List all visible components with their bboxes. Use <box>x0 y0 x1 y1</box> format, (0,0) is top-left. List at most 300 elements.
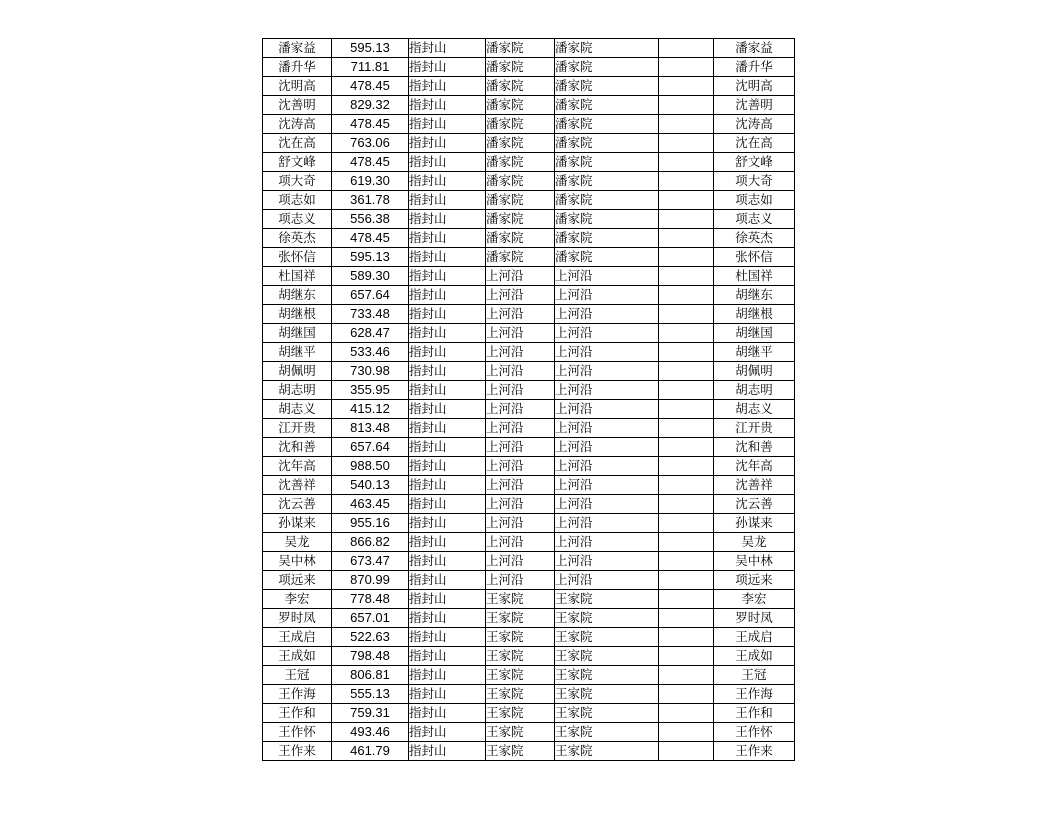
name-cell: 舒文峰 <box>263 153 332 172</box>
amount-cell: 813.48 <box>332 419 409 438</box>
amount-cell: 778.48 <box>332 590 409 609</box>
table-row <box>263 229 795 248</box>
township-cell: 指封山 <box>409 647 486 666</box>
name-cell: 王作海 <box>263 685 332 704</box>
name-cell: 张怀信 <box>263 248 332 267</box>
name-cell: 沈明高 <box>263 77 332 96</box>
signature-name-cell: 王成如 <box>714 647 795 666</box>
blank-cell <box>659 704 714 723</box>
blank-cell <box>659 39 714 58</box>
blank-cell <box>659 191 714 210</box>
blank-cell <box>659 172 714 191</box>
blank-cell <box>659 343 714 362</box>
blank-cell <box>659 153 714 172</box>
township-cell: 指封山 <box>409 381 486 400</box>
table-row <box>263 552 795 571</box>
group-cell: 上河沿 <box>555 495 659 514</box>
name-cell: 王成启 <box>263 628 332 647</box>
signature-name-cell: 罗时凤 <box>714 609 795 628</box>
amount-cell: 829.32 <box>332 96 409 115</box>
name-cell: 王作怀 <box>263 723 332 742</box>
blank-cell <box>659 552 714 571</box>
blank-cell <box>659 628 714 647</box>
group-cell: 上河沿 <box>555 571 659 590</box>
group-cell: 潘家院 <box>555 115 659 134</box>
amount-cell: 763.06 <box>332 134 409 153</box>
village-cell: 王家院 <box>486 723 555 742</box>
signature-name-cell: 沈善祥 <box>714 476 795 495</box>
township-cell: 指封山 <box>409 438 486 457</box>
village-cell: 上河沿 <box>486 476 555 495</box>
table-row <box>263 533 795 552</box>
group-cell: 王家院 <box>555 666 659 685</box>
table-row <box>263 609 795 628</box>
township-cell: 指封山 <box>409 457 486 476</box>
table-row <box>263 362 795 381</box>
name-cell: 项远来 <box>263 571 332 590</box>
blank-cell <box>659 495 714 514</box>
name-cell: 沈在高 <box>263 134 332 153</box>
village-cell: 上河沿 <box>486 324 555 343</box>
name-cell: 胡继根 <box>263 305 332 324</box>
amount-cell: 533.46 <box>332 343 409 362</box>
blank-cell <box>659 286 714 305</box>
amount-cell: 522.63 <box>332 628 409 647</box>
village-cell: 潘家院 <box>486 115 555 134</box>
amount-cell: 355.95 <box>332 381 409 400</box>
table-row <box>263 590 795 609</box>
township-cell: 指封山 <box>409 685 486 704</box>
table-row <box>263 58 795 77</box>
group-cell: 潘家院 <box>555 191 659 210</box>
village-cell: 上河沿 <box>486 305 555 324</box>
village-cell: 上河沿 <box>486 419 555 438</box>
group-cell: 王家院 <box>555 647 659 666</box>
township-cell: 指封山 <box>409 362 486 381</box>
table-row <box>263 438 795 457</box>
name-cell: 王冠 <box>263 666 332 685</box>
amount-cell: 733.48 <box>332 305 409 324</box>
township-cell: 指封山 <box>409 552 486 571</box>
signature-name-cell: 胡继东 <box>714 286 795 305</box>
village-cell: 王家院 <box>486 590 555 609</box>
signature-name-cell: 吴中林 <box>714 552 795 571</box>
blank-cell <box>659 305 714 324</box>
signature-name-cell: 沈云善 <box>714 495 795 514</box>
blank-cell <box>659 115 714 134</box>
village-cell: 潘家院 <box>486 58 555 77</box>
table-body <box>263 39 795 761</box>
township-cell: 指封山 <box>409 514 486 533</box>
township-cell: 指封山 <box>409 419 486 438</box>
blank-cell <box>659 134 714 153</box>
amount-cell: 955.16 <box>332 514 409 533</box>
village-cell: 上河沿 <box>486 343 555 362</box>
township-cell: 指封山 <box>409 476 486 495</box>
township-cell: 指封山 <box>409 343 486 362</box>
township-cell: 指封山 <box>409 571 486 590</box>
signature-name-cell: 沈和善 <box>714 438 795 457</box>
village-cell: 上河沿 <box>486 571 555 590</box>
table-row <box>263 723 795 742</box>
township-cell: 指封山 <box>409 286 486 305</box>
blank-cell <box>659 324 714 343</box>
table-row <box>263 704 795 723</box>
township-cell: 指封山 <box>409 267 486 286</box>
amount-cell: 493.46 <box>332 723 409 742</box>
township-cell: 指封山 <box>409 153 486 172</box>
table-row <box>263 457 795 476</box>
signature-name-cell: 项大奇 <box>714 172 795 191</box>
blank-cell <box>659 723 714 742</box>
amount-cell: 595.13 <box>332 39 409 58</box>
signature-name-cell: 王作怀 <box>714 723 795 742</box>
name-cell: 江开贵 <box>263 419 332 438</box>
township-cell: 指封山 <box>409 96 486 115</box>
signature-name-cell: 王冠 <box>714 666 795 685</box>
group-cell: 潘家院 <box>555 77 659 96</box>
village-cell: 潘家院 <box>486 39 555 58</box>
township-cell: 指封山 <box>409 742 486 761</box>
amount-cell: 806.81 <box>332 666 409 685</box>
group-cell: 王家院 <box>555 590 659 609</box>
signature-name-cell: 王作海 <box>714 685 795 704</box>
amount-cell: 555.13 <box>332 685 409 704</box>
village-cell: 上河沿 <box>486 267 555 286</box>
name-cell: 胡志义 <box>263 400 332 419</box>
blank-cell <box>659 58 714 77</box>
blank-cell <box>659 742 714 761</box>
township-cell: 指封山 <box>409 609 486 628</box>
signature-name-cell: 沈明高 <box>714 77 795 96</box>
village-cell: 上河沿 <box>486 381 555 400</box>
table-row <box>263 514 795 533</box>
amount-cell: 657.64 <box>332 286 409 305</box>
amount-cell: 478.45 <box>332 77 409 96</box>
township-cell: 指封山 <box>409 666 486 685</box>
village-cell: 上河沿 <box>486 400 555 419</box>
group-cell: 上河沿 <box>555 552 659 571</box>
signature-name-cell: 李宏 <box>714 590 795 609</box>
table-row <box>263 267 795 286</box>
group-cell: 潘家院 <box>555 39 659 58</box>
amount-cell: 463.45 <box>332 495 409 514</box>
blank-cell <box>659 647 714 666</box>
blank-cell <box>659 229 714 248</box>
signature-name-cell: 胡佩明 <box>714 362 795 381</box>
township-cell: 指封山 <box>409 400 486 419</box>
township-cell: 指封山 <box>409 704 486 723</box>
group-cell: 潘家院 <box>555 172 659 191</box>
township-cell: 指封山 <box>409 590 486 609</box>
signature-name-cell: 徐英杰 <box>714 229 795 248</box>
signature-name-cell: 胡继国 <box>714 324 795 343</box>
village-cell: 潘家院 <box>486 229 555 248</box>
amount-cell: 657.64 <box>332 438 409 457</box>
village-cell: 王家院 <box>486 628 555 647</box>
township-cell: 指封山 <box>409 134 486 153</box>
table-row <box>263 324 795 343</box>
name-cell: 沈涛高 <box>263 115 332 134</box>
village-cell: 上河沿 <box>486 362 555 381</box>
signature-name-cell: 胡志义 <box>714 400 795 419</box>
group-cell: 上河沿 <box>555 514 659 533</box>
township-cell: 指封山 <box>409 115 486 134</box>
blank-cell <box>659 438 714 457</box>
township-cell: 指封山 <box>409 191 486 210</box>
name-cell: 项志义 <box>263 210 332 229</box>
name-cell: 王成如 <box>263 647 332 666</box>
table-row <box>263 742 795 761</box>
name-cell: 胡佩明 <box>263 362 332 381</box>
name-cell: 潘升华 <box>263 58 332 77</box>
table-row <box>263 647 795 666</box>
name-cell: 沈善明 <box>263 96 332 115</box>
table-row <box>263 153 795 172</box>
table-row <box>263 172 795 191</box>
table-row <box>263 666 795 685</box>
township-cell: 指封山 <box>409 172 486 191</box>
group-cell: 上河沿 <box>555 419 659 438</box>
signature-name-cell: 张怀信 <box>714 248 795 267</box>
table-row <box>263 286 795 305</box>
table-row <box>263 39 795 58</box>
amount-cell: 461.79 <box>332 742 409 761</box>
signature-name-cell: 潘升华 <box>714 58 795 77</box>
group-cell: 潘家院 <box>555 229 659 248</box>
township-cell: 指封山 <box>409 533 486 552</box>
table-row <box>263 476 795 495</box>
group-cell: 潘家院 <box>555 153 659 172</box>
amount-cell: 478.45 <box>332 115 409 134</box>
table-row <box>263 571 795 590</box>
name-cell: 吴龙 <box>263 533 332 552</box>
township-cell: 指封山 <box>409 248 486 267</box>
blank-cell <box>659 571 714 590</box>
village-cell: 潘家院 <box>486 191 555 210</box>
township-cell: 指封山 <box>409 77 486 96</box>
group-cell: 上河沿 <box>555 286 659 305</box>
township-cell: 指封山 <box>409 324 486 343</box>
signature-name-cell: 王作和 <box>714 704 795 723</box>
amount-cell: 866.82 <box>332 533 409 552</box>
village-cell: 潘家院 <box>486 134 555 153</box>
name-cell: 吴中林 <box>263 552 332 571</box>
blank-cell <box>659 685 714 704</box>
township-cell: 指封山 <box>409 628 486 647</box>
village-cell: 上河沿 <box>486 552 555 571</box>
group-cell: 上河沿 <box>555 267 659 286</box>
signature-name-cell: 项志义 <box>714 210 795 229</box>
table-row <box>263 419 795 438</box>
name-cell: 王作和 <box>263 704 332 723</box>
group-cell: 上河沿 <box>555 343 659 362</box>
group-cell: 上河沿 <box>555 476 659 495</box>
village-cell: 潘家院 <box>486 172 555 191</box>
blank-cell <box>659 666 714 685</box>
village-cell: 潘家院 <box>486 248 555 267</box>
group-cell: 王家院 <box>555 742 659 761</box>
table-row <box>263 305 795 324</box>
blank-cell <box>659 77 714 96</box>
name-cell: 杜国祥 <box>263 267 332 286</box>
group-cell: 上河沿 <box>555 305 659 324</box>
signature-name-cell: 沈善明 <box>714 96 795 115</box>
blank-cell <box>659 248 714 267</box>
blank-cell <box>659 400 714 419</box>
village-cell: 上河沿 <box>486 457 555 476</box>
village-cell: 上河沿 <box>486 514 555 533</box>
village-cell: 上河沿 <box>486 495 555 514</box>
township-cell: 指封山 <box>409 39 486 58</box>
township-cell: 指封山 <box>409 495 486 514</box>
name-cell: 沈和善 <box>263 438 332 457</box>
group-cell: 上河沿 <box>555 362 659 381</box>
amount-cell: 628.47 <box>332 324 409 343</box>
table-row <box>263 77 795 96</box>
amount-cell: 730.98 <box>332 362 409 381</box>
signature-name-cell: 吴龙 <box>714 533 795 552</box>
blank-cell <box>659 609 714 628</box>
amount-cell: 589.30 <box>332 267 409 286</box>
group-cell: 王家院 <box>555 609 659 628</box>
blank-cell <box>659 381 714 400</box>
group-cell: 潘家院 <box>555 210 659 229</box>
amount-cell: 988.50 <box>332 457 409 476</box>
signature-name-cell: 孙谋来 <box>714 514 795 533</box>
group-cell: 上河沿 <box>555 381 659 400</box>
name-cell: 胡继国 <box>263 324 332 343</box>
table-row <box>263 343 795 362</box>
amount-cell: 673.47 <box>332 552 409 571</box>
table-row <box>263 96 795 115</box>
amount-cell: 619.30 <box>332 172 409 191</box>
name-cell: 王作来 <box>263 742 332 761</box>
signature-name-cell: 王作来 <box>714 742 795 761</box>
amount-cell: 361.78 <box>332 191 409 210</box>
name-cell: 胡志明 <box>263 381 332 400</box>
name-cell: 李宏 <box>263 590 332 609</box>
amount-cell: 415.12 <box>332 400 409 419</box>
signature-name-cell: 项远来 <box>714 571 795 590</box>
name-cell: 罗时凤 <box>263 609 332 628</box>
group-cell: 上河沿 <box>555 457 659 476</box>
table-row <box>263 248 795 267</box>
blank-cell <box>659 96 714 115</box>
group-cell: 上河沿 <box>555 324 659 343</box>
signature-name-cell: 王成启 <box>714 628 795 647</box>
amount-cell: 540.13 <box>332 476 409 495</box>
village-cell: 王家院 <box>486 647 555 666</box>
name-cell: 潘家益 <box>263 39 332 58</box>
village-cell: 上河沿 <box>486 286 555 305</box>
blank-cell <box>659 476 714 495</box>
name-cell: 孙谋来 <box>263 514 332 533</box>
signature-name-cell: 沈涛高 <box>714 115 795 134</box>
group-cell: 上河沿 <box>555 533 659 552</box>
data-table <box>262 38 795 761</box>
group-cell: 王家院 <box>555 704 659 723</box>
group-cell: 潘家院 <box>555 248 659 267</box>
name-cell: 项大奇 <box>263 172 332 191</box>
name-cell: 胡继东 <box>263 286 332 305</box>
group-cell: 潘家院 <box>555 96 659 115</box>
village-cell: 上河沿 <box>486 438 555 457</box>
group-cell: 王家院 <box>555 628 659 647</box>
signature-name-cell: 胡继平 <box>714 343 795 362</box>
village-cell: 潘家院 <box>486 96 555 115</box>
blank-cell <box>659 362 714 381</box>
name-cell: 沈年高 <box>263 457 332 476</box>
amount-cell: 478.45 <box>332 229 409 248</box>
table-row <box>263 210 795 229</box>
group-cell: 上河沿 <box>555 400 659 419</box>
name-cell: 胡继平 <box>263 343 332 362</box>
table-row <box>263 134 795 153</box>
blank-cell <box>659 514 714 533</box>
village-cell: 王家院 <box>486 609 555 628</box>
village-cell: 潘家院 <box>486 153 555 172</box>
signature-name-cell: 胡继根 <box>714 305 795 324</box>
township-cell: 指封山 <box>409 210 486 229</box>
signature-name-cell: 杜国祥 <box>714 267 795 286</box>
signature-name-cell: 沈年高 <box>714 457 795 476</box>
document-sheet <box>262 38 795 761</box>
amount-cell: 759.31 <box>332 704 409 723</box>
group-cell: 潘家院 <box>555 134 659 153</box>
blank-cell <box>659 457 714 476</box>
table-row <box>263 685 795 704</box>
signature-name-cell: 项志如 <box>714 191 795 210</box>
village-cell: 上河沿 <box>486 533 555 552</box>
township-cell: 指封山 <box>409 58 486 77</box>
blank-cell <box>659 267 714 286</box>
name-cell: 徐英杰 <box>263 229 332 248</box>
amount-cell: 478.45 <box>332 153 409 172</box>
village-cell: 王家院 <box>486 685 555 704</box>
blank-cell <box>659 590 714 609</box>
signature-name-cell: 江开贵 <box>714 419 795 438</box>
group-cell: 王家院 <box>555 723 659 742</box>
group-cell: 上河沿 <box>555 438 659 457</box>
village-cell: 潘家院 <box>486 77 555 96</box>
name-cell: 沈云善 <box>263 495 332 514</box>
table-row <box>263 191 795 210</box>
township-cell: 指封山 <box>409 723 486 742</box>
amount-cell: 798.48 <box>332 647 409 666</box>
name-cell: 项志如 <box>263 191 332 210</box>
amount-cell: 657.01 <box>332 609 409 628</box>
table-row <box>263 400 795 419</box>
group-cell: 潘家院 <box>555 58 659 77</box>
signature-name-cell: 胡志明 <box>714 381 795 400</box>
amount-cell: 556.38 <box>332 210 409 229</box>
table-row <box>263 495 795 514</box>
blank-cell <box>659 210 714 229</box>
amount-cell: 711.81 <box>332 58 409 77</box>
signature-name-cell: 沈在高 <box>714 134 795 153</box>
village-cell: 王家院 <box>486 666 555 685</box>
name-cell: 沈善祥 <box>263 476 332 495</box>
group-cell: 王家院 <box>555 685 659 704</box>
township-cell: 指封山 <box>409 305 486 324</box>
signature-name-cell: 舒文峰 <box>714 153 795 172</box>
amount-cell: 870.99 <box>332 571 409 590</box>
blank-cell <box>659 533 714 552</box>
village-cell: 潘家院 <box>486 210 555 229</box>
table-row <box>263 628 795 647</box>
township-cell: 指封山 <box>409 229 486 248</box>
